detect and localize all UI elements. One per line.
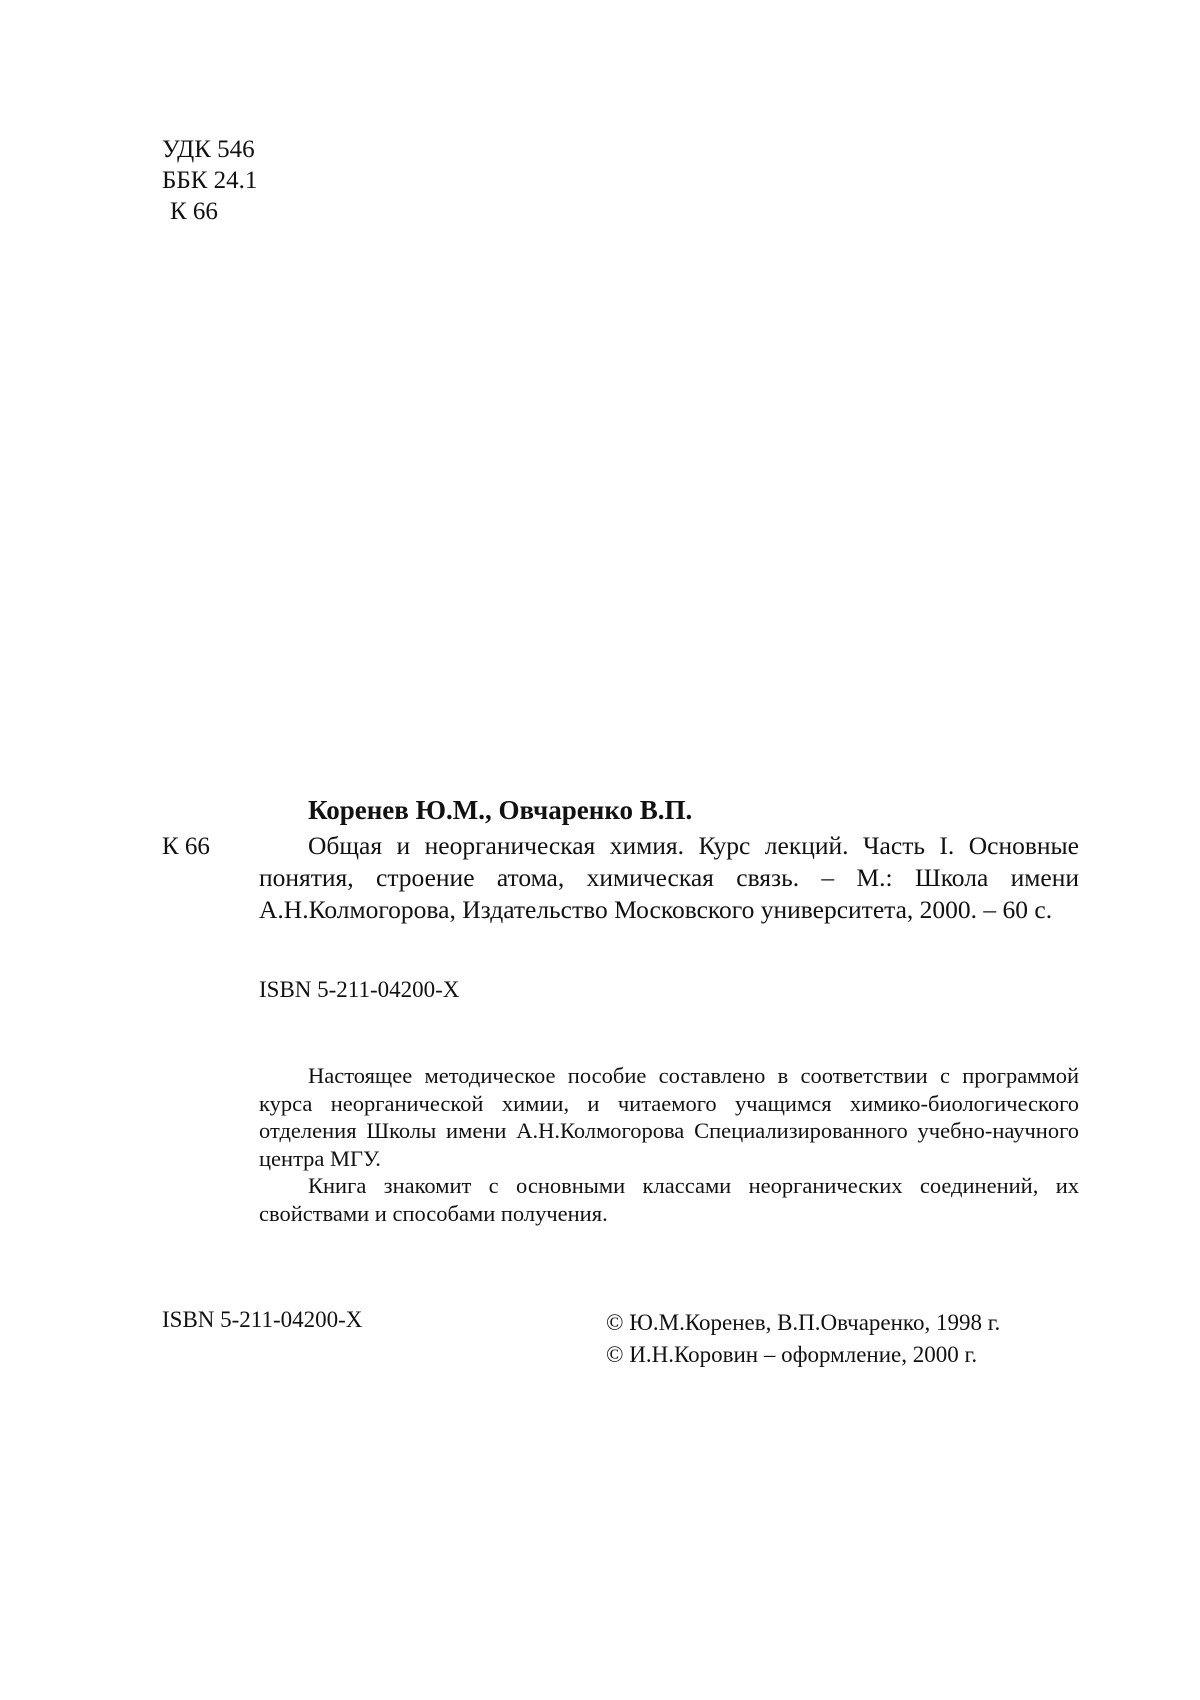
copyright-design: © И.Н.Коровин – оформление, 2000 г.: [606, 1342, 978, 1367]
footer-isbn: ISBN 5-211-04200-X: [162, 1307, 363, 1332]
annotation-paragraph: Книга знакомит с основными классами неорганических соединений, их свойствами и способами получения.: [259, 1173, 1079, 1226]
authors-heading: Коренев Ю.М., Овчаренко В.П.: [308, 795, 693, 825]
classification-codes: [162, 134, 257, 227]
author-mark-code: К 66: [170, 198, 218, 225]
bbk-code: ББК 24.1: [162, 167, 258, 194]
bib-author-mark: К 66: [162, 833, 210, 860]
bibliographic-description: Общая и неорганическая химия. Курс лекций. Часть I. Основные понятия, строение атома, химическая связь. – М.: Школа имени А.Н.Колмогорова, Издательство Московского университета, 2000. – 60 с.: [259, 831, 1079, 924]
copyright-block: [606, 1307, 1000, 1371]
bib-isbn: ISBN 5-211-04200-X: [259, 977, 460, 1002]
udk-code: УДК 546: [162, 136, 255, 163]
copyright-authors: © Ю.М.Коренев, В.П.Овчаренко, 1998 г.: [606, 1310, 1001, 1335]
annotation: [259, 1062, 1079, 1227]
annotation-paragraph: Настоящее методическое пособие составлено в соответствии с программой курса неорганической химии, и читаемого учащимся химико-биологического отделения Школы имени А.Н.Колмогорова Специализированного учебно-научного центра МГУ.: [259, 1063, 1079, 1171]
